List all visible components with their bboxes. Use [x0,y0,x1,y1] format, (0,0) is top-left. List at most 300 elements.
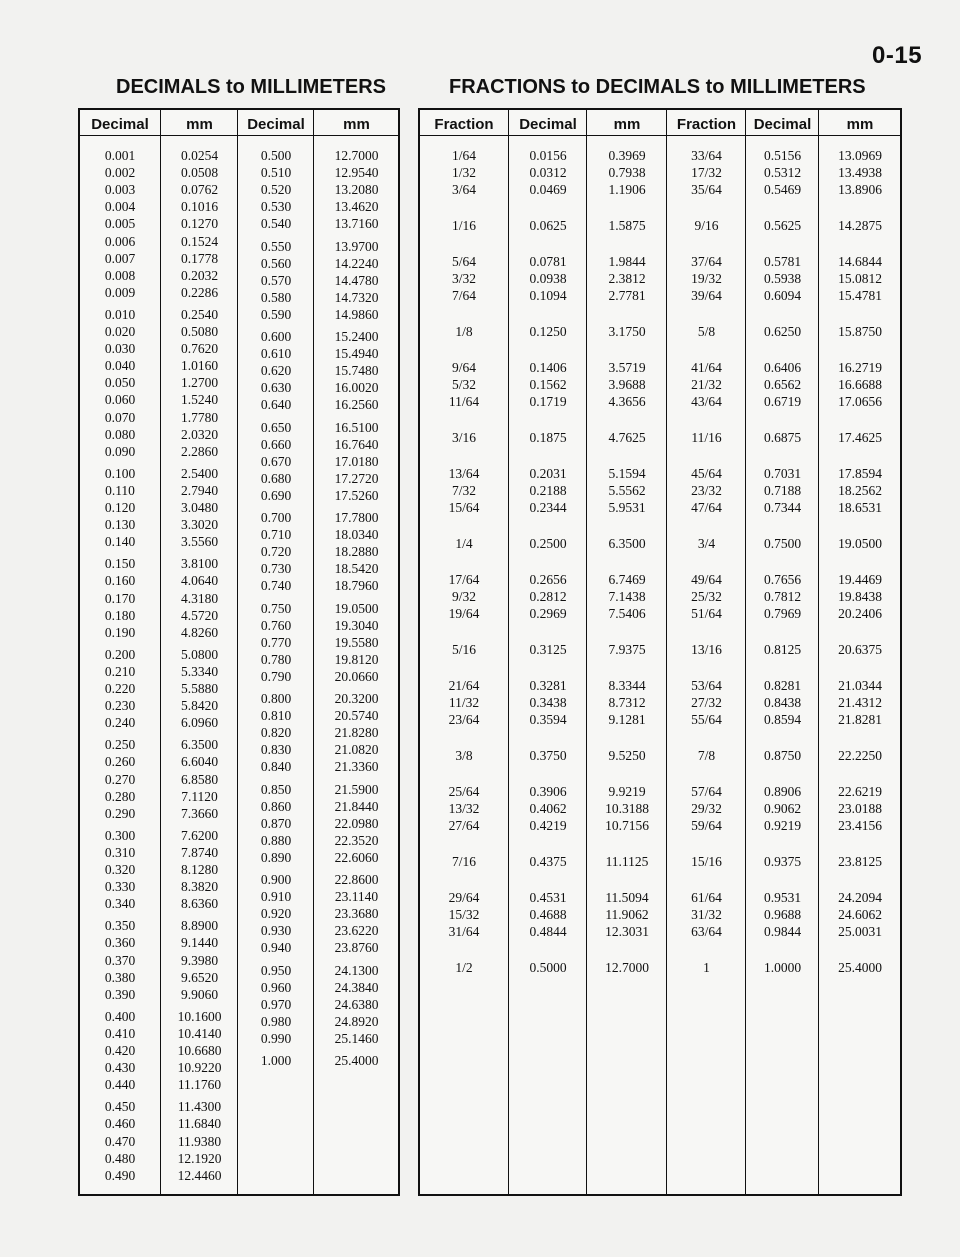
mm-value: 1.5240 [180,392,219,408]
mm-value: 21.0820 [334,742,379,758]
decimal-value: 0.6250 [763,324,802,340]
decimal-value: 0.7344 [763,500,802,516]
mm-value: 3.1750 [608,324,646,340]
decimal-value: 0.400 [104,1008,136,1024]
fraction-value: 17/64 [448,572,480,588]
fraction-value: 7/32 [451,483,476,499]
mm-value: 1.1906 [608,182,646,198]
fraction-value: 7/8 [697,748,716,764]
decimal-value: 0.660 [260,436,292,452]
mm-value: 16.7640 [334,436,379,452]
decimal-value: 0.460 [104,1116,136,1132]
mm-value: 0.1270 [180,216,219,232]
fraction-value: 15/16 [691,854,722,870]
mm-value: 4.7625 [608,430,646,446]
mm-value: 21.4312 [838,695,882,711]
mm-value: 2.5400 [180,465,219,481]
decimal-column-1 [508,110,587,1194]
fraction-value: 35/64 [691,182,722,198]
decimal-value: 0.3594 [529,712,567,728]
decimal-value: 0.670 [260,453,292,469]
mm-value: 7.1438 [608,589,646,605]
mm-value: 5.9531 [608,500,646,516]
fraction-value: 17/32 [691,165,722,181]
mm-value: 24.8920 [334,1013,379,1029]
fraction-value: 9/32 [451,589,476,605]
mm-value: 24.6062 [838,907,882,923]
mm-column-1 [160,110,238,1194]
decimal-value: 0.2812 [529,589,567,605]
decimal-value: 0.330 [104,879,136,895]
fraction-value: 41/64 [691,360,722,376]
mm-value: 17.7800 [334,510,379,525]
mm-value: 15.4781 [838,288,882,304]
decimal-value: 0.2656 [529,572,567,588]
mm-value: 12.1920 [177,1150,222,1166]
mm-value: 16.2719 [838,360,882,376]
decimal-value: 0.260 [104,754,136,770]
mm-value: 18.2880 [334,544,379,560]
decimal-value: 0.280 [104,788,136,804]
decimal-value: 0.750 [260,600,292,616]
mm-value: 0.1016 [180,199,219,215]
fraction-value: 27/32 [691,695,722,711]
decimal-value: 0.300 [104,827,136,843]
fraction-value: 23/32 [691,483,722,499]
decimal-value: 0.5000 [529,960,567,976]
decimal-value: 0.5781 [763,254,802,270]
mm-value: 17.2720 [334,470,379,486]
header-rule [420,135,508,136]
mm-value: 9.1440 [180,935,219,951]
mm-value: 5.3340 [180,663,219,679]
decimal-value: 0.420 [104,1043,136,1058]
mm-value: 20.5740 [334,708,379,724]
mm-value: 19.8438 [838,589,882,605]
mm-value: 3.9688 [608,377,646,393]
mm-column-2 [313,110,399,1194]
mm-value: 14.7320 [334,289,379,305]
decimal-value: 0.120 [104,500,136,515]
decimal-value: 0.4531 [529,890,567,906]
decimal-value: 0.650 [260,419,292,435]
decimal-value: 0.6719 [763,394,802,410]
mm-value: 13.4938 [838,165,882,181]
fraction-value: 11/16 [691,430,722,446]
decimal-value: 0.4688 [529,907,567,923]
decimal-value: 0.880 [260,832,292,848]
decimal-value: 0.2500 [529,536,567,552]
fractions-to-decimals-heading: FRACTIONS to DECIMALS to MILLIMETERS [449,76,866,98]
mm-value: 2.2860 [180,443,219,459]
mm-value: 13.4620 [334,199,379,215]
mm-value: 14.2240 [334,255,379,271]
fraction-value: 31/32 [691,907,722,923]
decimal-value: 0.530 [260,199,292,215]
mm-value: 10.6680 [177,1043,222,1058]
header-rule [238,135,314,136]
decimal-value: 0.050 [104,375,136,391]
mm-value: 11.1125 [605,854,649,870]
decimal-value: 0.3750 [529,748,567,764]
mm-value: 6.8580 [180,771,219,787]
decimal-value: 0.008 [104,267,136,283]
decimal-value: 0.0781 [529,254,567,270]
decimal-value: 0.080 [104,426,136,442]
decimal-value: 0.6562 [763,377,802,393]
decimal-value: 1.0000 [763,960,802,976]
mm-value: 9.9060 [180,986,219,1002]
decimal-value: 0.7500 [763,536,802,552]
decimal-value: 0.990 [260,1030,292,1046]
mm-value: 8.8900 [180,918,219,934]
decimal-value: 0.140 [104,534,136,550]
column-header: Decimal [247,116,305,133]
mm-value: 9.9219 [608,784,646,800]
decimal-value: 0.310 [104,844,136,860]
decimal-value: 0.8281 [763,678,802,694]
mm-value: 23.3680 [334,906,379,922]
decimal-value: 0.7969 [763,606,802,622]
fraction-value: 9/64 [451,360,476,376]
header-rule [746,135,819,136]
fraction-value: 3/32 [451,271,476,287]
mm-value: 8.6360 [180,896,219,912]
fraction-value: 39/64 [691,288,722,304]
mm-value: 21.8281 [838,712,882,728]
fraction-value: 5/16 [451,642,476,658]
mm-value: 6.3500 [608,536,646,552]
mm-value: 21.5900 [334,781,379,797]
mm-value: 0.2032 [180,267,219,283]
mm-value: 11.1760 [177,1077,222,1093]
decimal-value: 0.950 [260,962,292,978]
decimal-value: 0.040 [104,358,136,374]
mm-value: 23.8125 [838,854,882,870]
mm-value: 18.5420 [334,561,379,577]
decimal-value: 0.150 [104,556,136,572]
mm-value: 14.9860 [334,306,379,322]
decimal-value: 0.6094 [763,288,802,304]
mm-value: 5.1594 [608,466,646,482]
mm-value: 23.6220 [334,923,379,939]
mm-value: 22.8600 [334,872,379,887]
decimal-column-1 [80,110,160,1194]
decimal-value: 0.0625 [529,218,567,234]
mm-value: 7.3660 [180,805,219,821]
decimal-value: 0.630 [260,380,292,396]
mm-value: 18.7960 [334,578,379,594]
mm-value: 25.1460 [334,1030,379,1046]
mm-value: 4.3180 [180,590,219,606]
decimal-value: 0.100 [104,465,136,481]
mm-value: 24.1300 [334,962,379,978]
decimal-value: 0.9844 [763,924,802,940]
mm-value: 20.6375 [838,642,882,658]
decimal-value: 0.4844 [529,924,567,940]
decimal-value: 0.510 [260,165,292,181]
decimal-value: 0.960 [260,979,292,995]
mm-value: 10.3188 [605,801,649,817]
mm-value: 16.0020 [334,380,379,396]
mm-value: 0.0508 [180,165,219,181]
fraction-value: 43/64 [691,394,722,410]
mm-value: 8.7312 [608,695,646,711]
fraction-value: 11/32 [448,695,480,711]
mm-value: 0.1524 [180,233,219,249]
decimal-value: 0.220 [104,681,136,696]
mm-value: 12.9540 [334,165,379,181]
mm-value: 8.3344 [608,678,646,694]
fraction-value: 51/64 [691,606,722,622]
decimal-value: 0.6875 [763,430,802,446]
mm-value: 22.6060 [334,849,379,865]
decimal-value: 0.360 [104,935,136,951]
mm-value: 0.5080 [180,324,219,339]
mm-value: 3.5719 [608,360,646,376]
mm-value: 20.2406 [838,606,882,622]
decimal-value: 0.3125 [529,642,567,658]
decimal-value: 0.070 [104,409,136,425]
decimal-value: 0.380 [104,969,136,985]
column-header: Decimal [753,116,812,133]
decimal-value: 0.980 [260,1013,292,1029]
mm-value: 11.6840 [177,1116,222,1132]
decimal-value: 0.580 [260,289,292,305]
decimal-value: 0.470 [104,1133,136,1149]
decimal-value: 0.600 [260,329,292,344]
mm-value: 2.0320 [180,426,219,442]
decimal-value: 0.350 [104,918,136,934]
mm-value: 5.5562 [608,483,646,499]
mm-value: 0.2540 [180,306,219,322]
mm-value: 10.1600 [177,1008,222,1024]
mm-value: 6.6040 [180,754,219,770]
mm-value: 14.4780 [334,272,379,288]
fraction-value: 15/64 [448,500,480,516]
mm-value: 4.8260 [180,624,219,640]
decimal-value: 0.2969 [529,606,567,622]
decimal-value: 0.690 [260,487,292,503]
mm-value: 3.3020 [180,517,219,533]
mm-value: 21.8440 [334,798,379,814]
mm-value: 25.4000 [838,960,882,976]
fraction-value: 57/64 [691,784,722,800]
mm-value: 18.6531 [838,500,882,516]
mm-value: 5.8420 [180,698,219,714]
decimal-value: 1.000 [260,1053,292,1068]
mm-value: 0.7938 [608,165,646,181]
decimal-value: 0.910 [260,889,292,905]
mm-value: 17.5260 [334,487,379,503]
decimal-value: 0.700 [260,510,292,525]
decimal-value: 0.8125 [763,642,802,658]
mm-value: 13.0969 [838,148,882,163]
decimal-value: 0.340 [104,896,136,912]
column-header: Decimal [91,116,149,133]
decimal-value: 0.3438 [529,695,567,711]
decimal-value: 0.9531 [763,890,802,906]
mm-value: 20.0660 [334,668,379,684]
fraction-column-1 [420,110,508,1194]
mm-value: 23.0188 [838,801,882,817]
decimal-value: 0.030 [104,341,136,357]
decimal-value: 0.760 [260,617,292,633]
mm-value: 22.0980 [334,815,379,831]
decimal-value: 0.0469 [529,182,567,198]
fraction-value: 1/4 [455,536,473,552]
decimal-value: 0.320 [104,862,136,877]
decimal-value: 0.270 [104,771,136,787]
fraction-value: 15/32 [448,907,480,923]
fraction-value: 23/64 [448,712,480,728]
mm-value: 1.9844 [608,254,646,270]
decimal-value: 0.130 [104,517,136,533]
decimal-value: 0.9688 [763,907,802,923]
decimal-value: 0.430 [104,1060,136,1076]
decimal-value: 0.540 [260,216,292,232]
fractions-table [418,108,902,1196]
decimal-value: 0.640 [260,397,292,413]
mm-value: 5.0800 [180,646,219,662]
header-rule [587,135,667,136]
decimal-value: 0.890 [260,849,292,865]
decimal-value: 0.005 [104,216,136,232]
mm-value: 15.7480 [334,363,379,379]
column-header: mm [343,116,370,133]
mm-value: 16.2560 [334,397,379,413]
decimal-value: 0.290 [104,805,136,821]
decimal-value: 0.090 [104,443,136,459]
decimal-value: 0.1250 [529,324,567,340]
mm-value: 17.8594 [838,466,882,482]
decimal-value: 0.810 [260,708,292,724]
column-header: mm [846,116,874,133]
decimal-value: 0.0156 [529,148,567,163]
mm-value: 24.6380 [334,996,379,1012]
fraction-value: 3/64 [451,182,476,198]
mm-value: 0.2286 [180,284,219,300]
mm-value: 9.3980 [180,952,219,968]
decimal-value: 0.780 [260,651,292,667]
fraction-value: 11/64 [448,394,480,410]
mm-value: 9.5250 [608,748,646,764]
header-rule [314,135,399,136]
fraction-value: 63/64 [691,924,722,940]
decimal-value: 0.920 [260,906,292,922]
fraction-value: 13/32 [448,801,480,817]
decimal-value: 0.3906 [529,784,567,800]
column-header: mm [186,116,213,133]
column-header: Decimal [519,116,577,133]
fraction-value: 1 [703,960,710,976]
fraction-value: 45/64 [691,466,722,482]
mm-value: 8.1280 [180,862,219,877]
decimal-value: 0.680 [260,470,292,486]
mm-value: 19.4469 [838,572,882,588]
decimal-value: 0.8594 [763,712,802,728]
mm-value: 1.2700 [180,375,219,391]
decimal-value: 0.006 [104,233,136,249]
header-rule [819,135,901,136]
fraction-value: 53/64 [691,678,722,694]
fraction-value: 1/16 [451,218,476,234]
decimal-value: 0.390 [104,986,136,1002]
decimal-value: 0.170 [104,590,136,606]
decimal-value: 0.7812 [763,589,802,605]
mm-value: 6.3500 [180,737,219,753]
fraction-column-2 [666,110,746,1194]
decimal-value: 0.900 [260,872,292,887]
mm-value: 6.7469 [608,572,646,588]
decimal-value: 0.870 [260,815,292,831]
fraction-value: 1/8 [455,324,473,340]
fraction-value: 29/64 [448,890,480,906]
mm-value: 15.8750 [838,324,882,340]
mm-value: 22.6219 [838,784,882,800]
mm-value: 18.2562 [838,483,882,499]
mm-value: 15.2400 [334,329,379,344]
fraction-value: 5/32 [451,377,476,393]
decimal-value: 0.560 [260,255,292,271]
mm-value: 2.3812 [608,271,646,287]
decimal-value: 0.7656 [763,572,802,588]
fraction-value: 1/2 [455,960,473,976]
mm-value: 7.1120 [181,788,218,804]
decimal-value: 0.550 [260,238,292,254]
decimal-value: 0.180 [104,607,136,623]
mm-value: 12.3031 [605,924,649,940]
fraction-value: 59/64 [691,818,722,834]
mm-value: 13.8906 [838,182,882,198]
decimal-value: 0.6406 [763,360,802,376]
decimal-value: 0.720 [260,544,292,560]
decimal-value: 0.250 [104,737,136,753]
column-header: Fraction [676,116,737,133]
fraction-value: 61/64 [691,890,722,906]
decimal-value: 0.480 [104,1150,136,1166]
decimal-value: 0.8438 [763,695,802,711]
mm-value: 21.8280 [334,725,379,741]
mm-value: 0.7620 [180,341,219,357]
fraction-value: 3/8 [455,748,473,764]
fraction-value: 27/64 [448,818,480,834]
decimals-table [78,108,400,1196]
fraction-value: 29/32 [691,801,722,817]
decimal-value: 0.3281 [529,678,567,694]
header-rule [80,135,160,136]
mm-value: 7.5406 [608,606,646,622]
mm-value: 10.7156 [605,818,649,834]
fraction-value: 3/16 [451,430,476,446]
decimal-column-2 [745,110,819,1194]
mm-value: 3.0480 [180,500,219,515]
header-rule [667,135,746,136]
fraction-value: 9/16 [694,218,719,234]
mm-value: 21.3360 [334,759,379,775]
page-number: 0-15 [872,42,923,69]
decimal-column-2 [237,110,314,1194]
decimal-value: 0.8750 [763,748,802,764]
mm-value: 2.7781 [608,288,646,304]
decimal-value: 0.370 [104,952,136,968]
mm-value: 19.3040 [334,617,379,633]
mm-value: 12.7000 [605,960,649,976]
decimal-value: 0.160 [104,573,136,589]
mm-column-1 [586,110,667,1194]
mm-value: 0.0762 [180,182,219,198]
decimal-value: 0.001 [104,148,136,163]
